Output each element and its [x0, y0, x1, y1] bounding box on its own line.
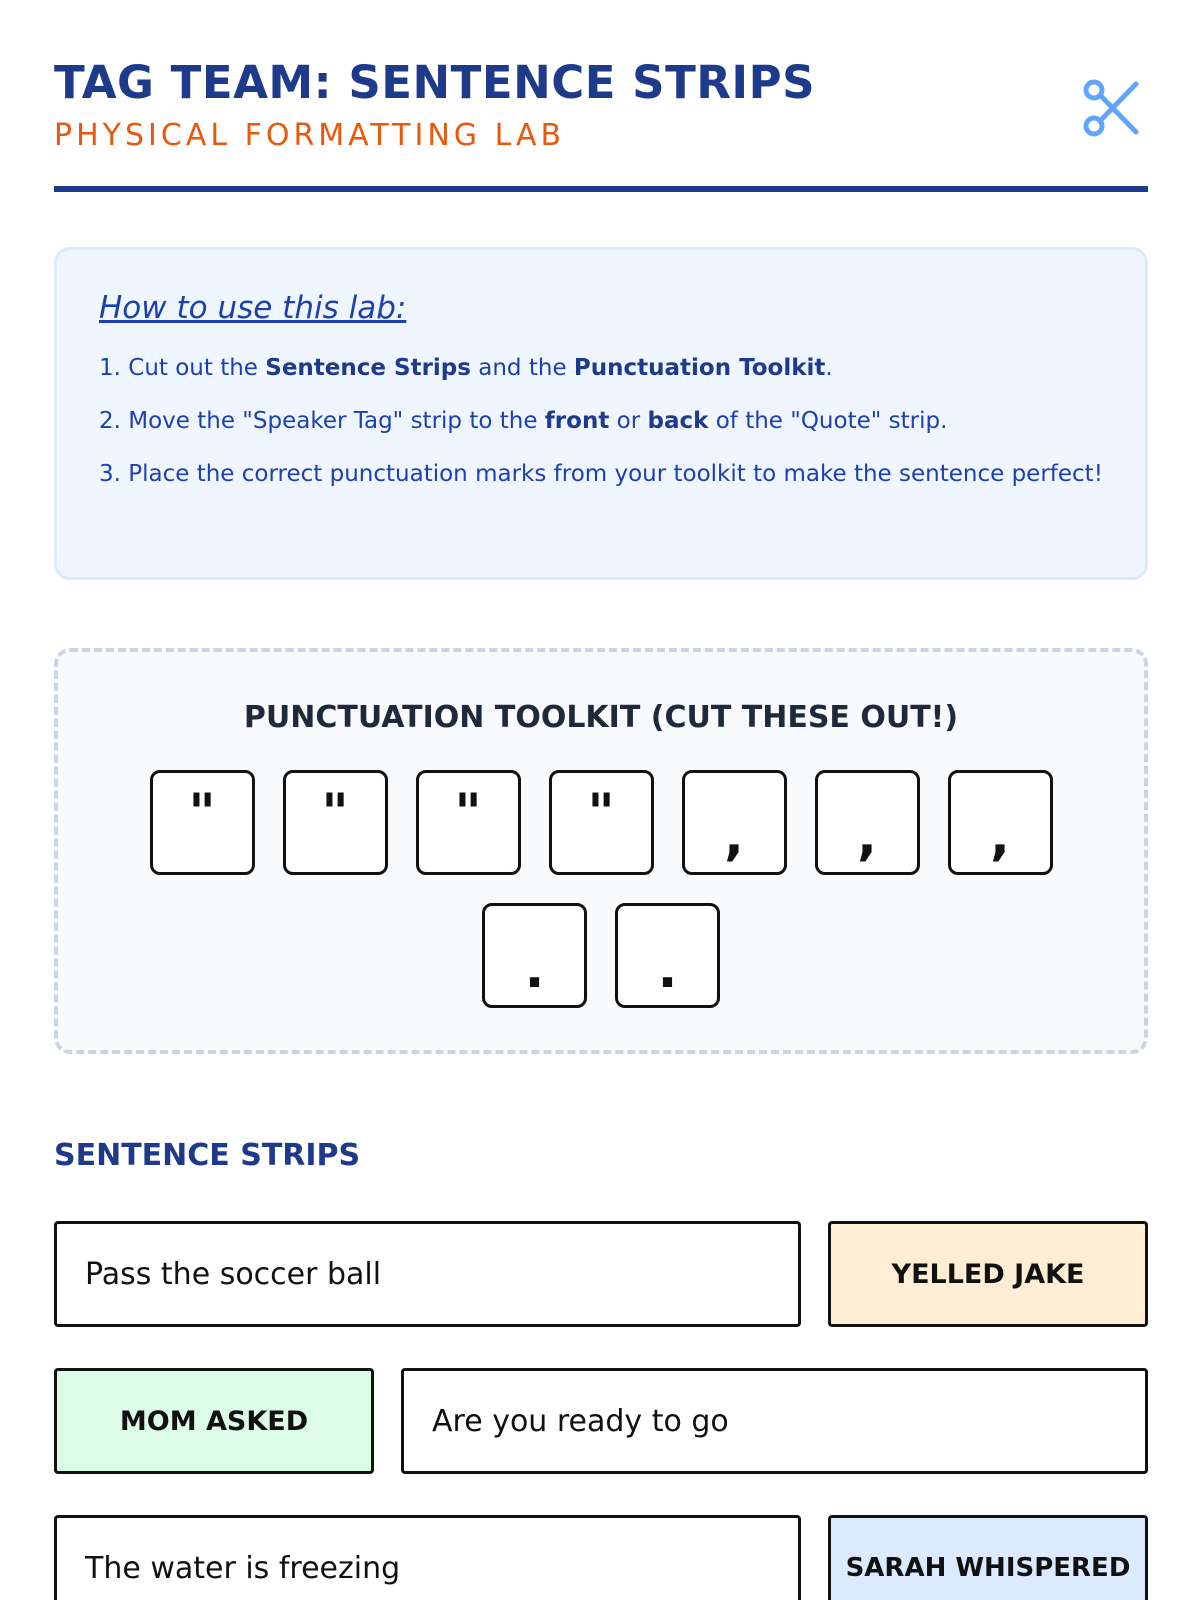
speaker-tag-strip[interactable]: YELLED JAKE — [828, 1221, 1148, 1327]
instruction-step-2: 2. Move the "Speaker Tag" strip to the front or back of the "Quote" strip. — [99, 408, 948, 434]
page-subtitle: PHYSICAL FORMATTING LAB — [54, 118, 566, 153]
quote-strip[interactable]: Pass the soccer ball — [54, 1221, 801, 1327]
sentence-strips-heading: SENTENCE STRIPS — [54, 1138, 361, 1173]
quote-strip[interactable]: Are you ready to go — [401, 1368, 1148, 1474]
comma-tile[interactable]: , — [815, 770, 920, 875]
comma-tile[interactable]: , — [682, 770, 787, 875]
speaker-tag-strip[interactable]: SARAH WHISPERED — [828, 1515, 1148, 1600]
toolkit-title: PUNCTUATION TOOLKIT (CUT THESE OUT!) — [243, 700, 959, 735]
quote-mark-tile[interactable]: " — [416, 770, 521, 875]
scissors-icon — [1082, 78, 1142, 138]
page-title: TAG TEAM: SENTENCE STRIPS — [54, 56, 816, 109]
instructions-heading: How to use this lab: — [99, 290, 407, 326]
toolkit-row-2 — [58, 903, 1144, 1008]
quote-strip[interactable]: The water is freezing — [54, 1515, 801, 1600]
period-tile[interactable]: . — [615, 903, 720, 1008]
instructions-box — [54, 247, 1148, 580]
punctuation-toolkit — [54, 648, 1148, 1054]
toolkit-row-1 — [58, 770, 1144, 875]
quote-mark-tile[interactable]: " — [150, 770, 255, 875]
instruction-step-3: 3. Place the correct punctuation marks from your toolkit to make the sentence perfect! — [99, 461, 1103, 487]
comma-tile[interactable]: , — [948, 770, 1053, 875]
instruction-step-1: 1. Cut out the Sentence Strips and the Punctuation Toolkit. — [99, 355, 833, 381]
page-header — [54, 52, 1148, 192]
period-tile[interactable]: . — [482, 903, 587, 1008]
quote-mark-tile[interactable]: " — [283, 770, 388, 875]
quote-mark-tile[interactable]: " — [549, 770, 654, 875]
speaker-tag-strip[interactable]: MOM ASKED — [54, 1368, 374, 1474]
